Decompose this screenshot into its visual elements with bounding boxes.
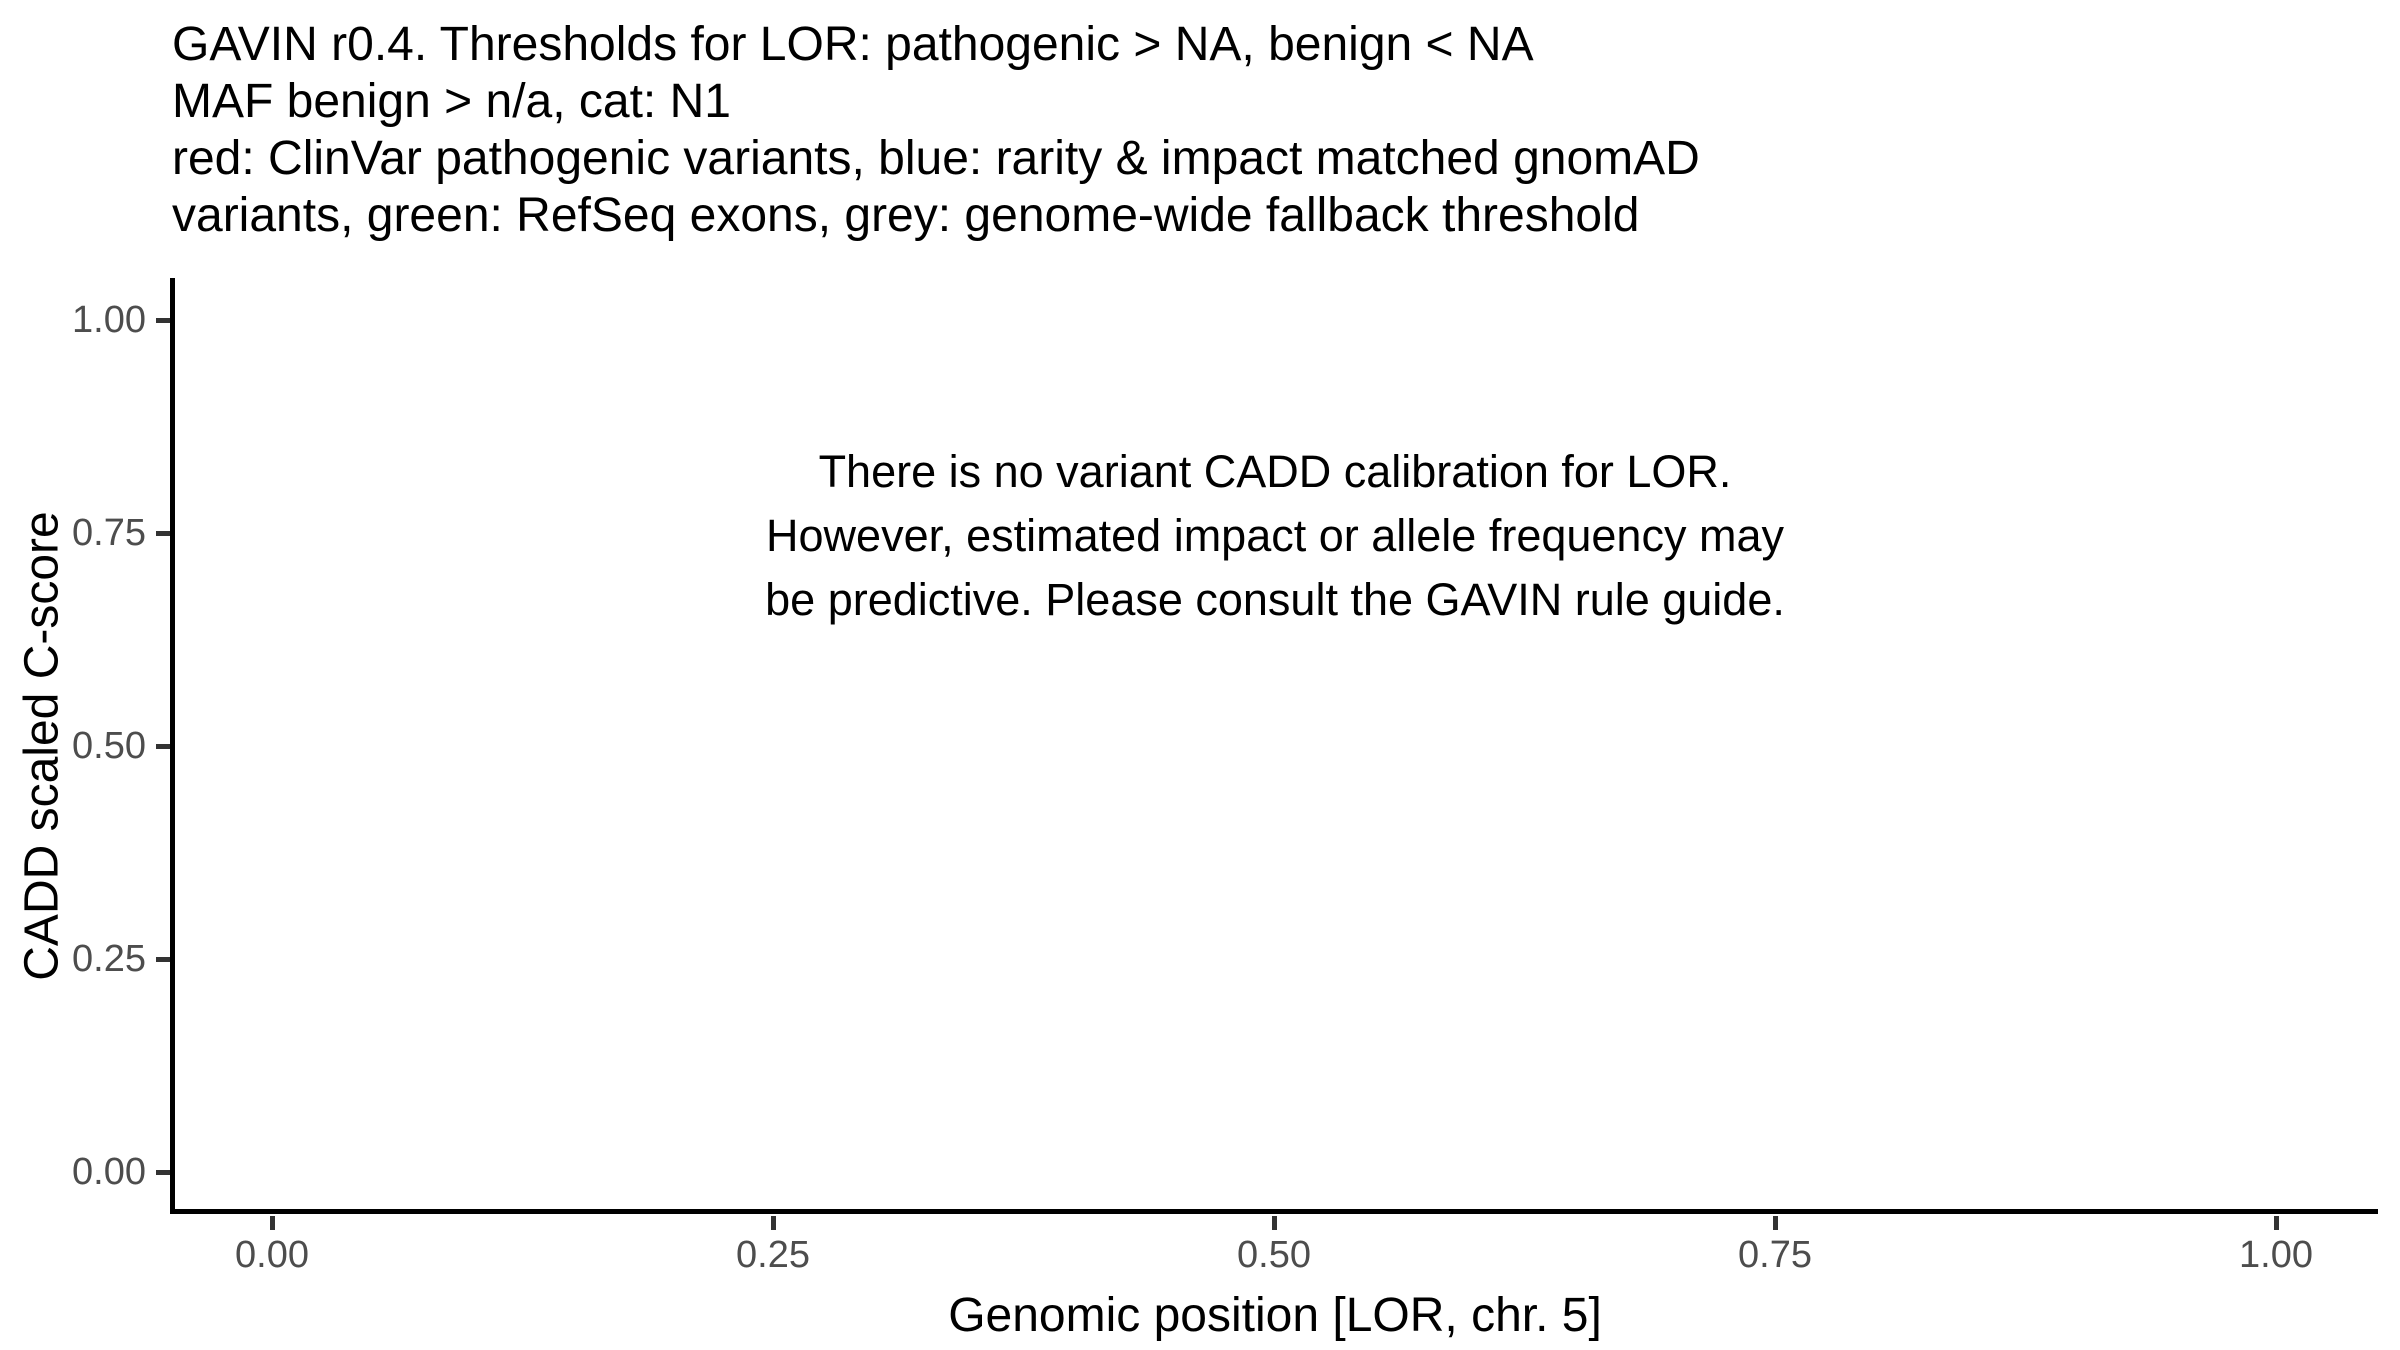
- y-tick-mark: [156, 318, 170, 323]
- y-tick-mark: [156, 957, 170, 962]
- x-tick-label: 0.50: [1237, 1234, 1311, 1276]
- plot-title-line-4: variants, green: RefSeq exons, grey: genome-wide fallback threshold: [172, 189, 1640, 242]
- annotation-line-3: be predictive. Please consult the GAVIN rule guide.: [765, 574, 1785, 625]
- x-tick-label: 1.00: [2239, 1234, 2313, 1276]
- plot-title-line-3: red: ClinVar pathogenic variants, blue: rarity & impact matched gnomAD: [172, 132, 1700, 185]
- plot-title: [172, 16, 1700, 244]
- x-tick-mark: [1272, 1216, 1277, 1230]
- y-tick-mark: [156, 531, 170, 536]
- y-tick-label: 0.25: [72, 938, 146, 980]
- x-tick-label: 0.75: [1738, 1234, 1812, 1276]
- plot-panel: [170, 278, 2378, 1214]
- y-tick-mark: [156, 1170, 170, 1175]
- x-tick-label: 0.25: [736, 1234, 810, 1276]
- annotation-line-2: However, estimated impact or allele frequency may: [766, 510, 1784, 561]
- x-tick-mark: [2274, 1216, 2279, 1230]
- plot-title-line-2: MAF benign > n/a, cat: N1: [172, 75, 731, 128]
- y-tick-label: 0.50: [72, 725, 146, 767]
- y-axis-title: CADD scaled C-score: [15, 511, 69, 981]
- x-tick-label: 0.00: [235, 1234, 309, 1276]
- y-tick-label: 0.00: [72, 1151, 146, 1193]
- y-tick-label: 0.75: [72, 512, 146, 554]
- annotation-line-1: There is no variant CADD calibration for LOR.: [818, 446, 1732, 497]
- x-tick-mark: [270, 1216, 275, 1230]
- no-calibration-annotation: [765, 440, 1785, 632]
- y-tick-mark: [156, 744, 170, 749]
- x-axis-title: Genomic position [LOR, chr. 5]: [948, 1289, 1602, 1342]
- y-tick-label: 1.00: [72, 299, 146, 341]
- x-tick-mark: [771, 1216, 776, 1230]
- plot-title-line-1: GAVIN r0.4. Thresholds for LOR: pathogenic > NA, benign < NA: [172, 18, 1534, 71]
- x-tick-mark: [1773, 1216, 1778, 1230]
